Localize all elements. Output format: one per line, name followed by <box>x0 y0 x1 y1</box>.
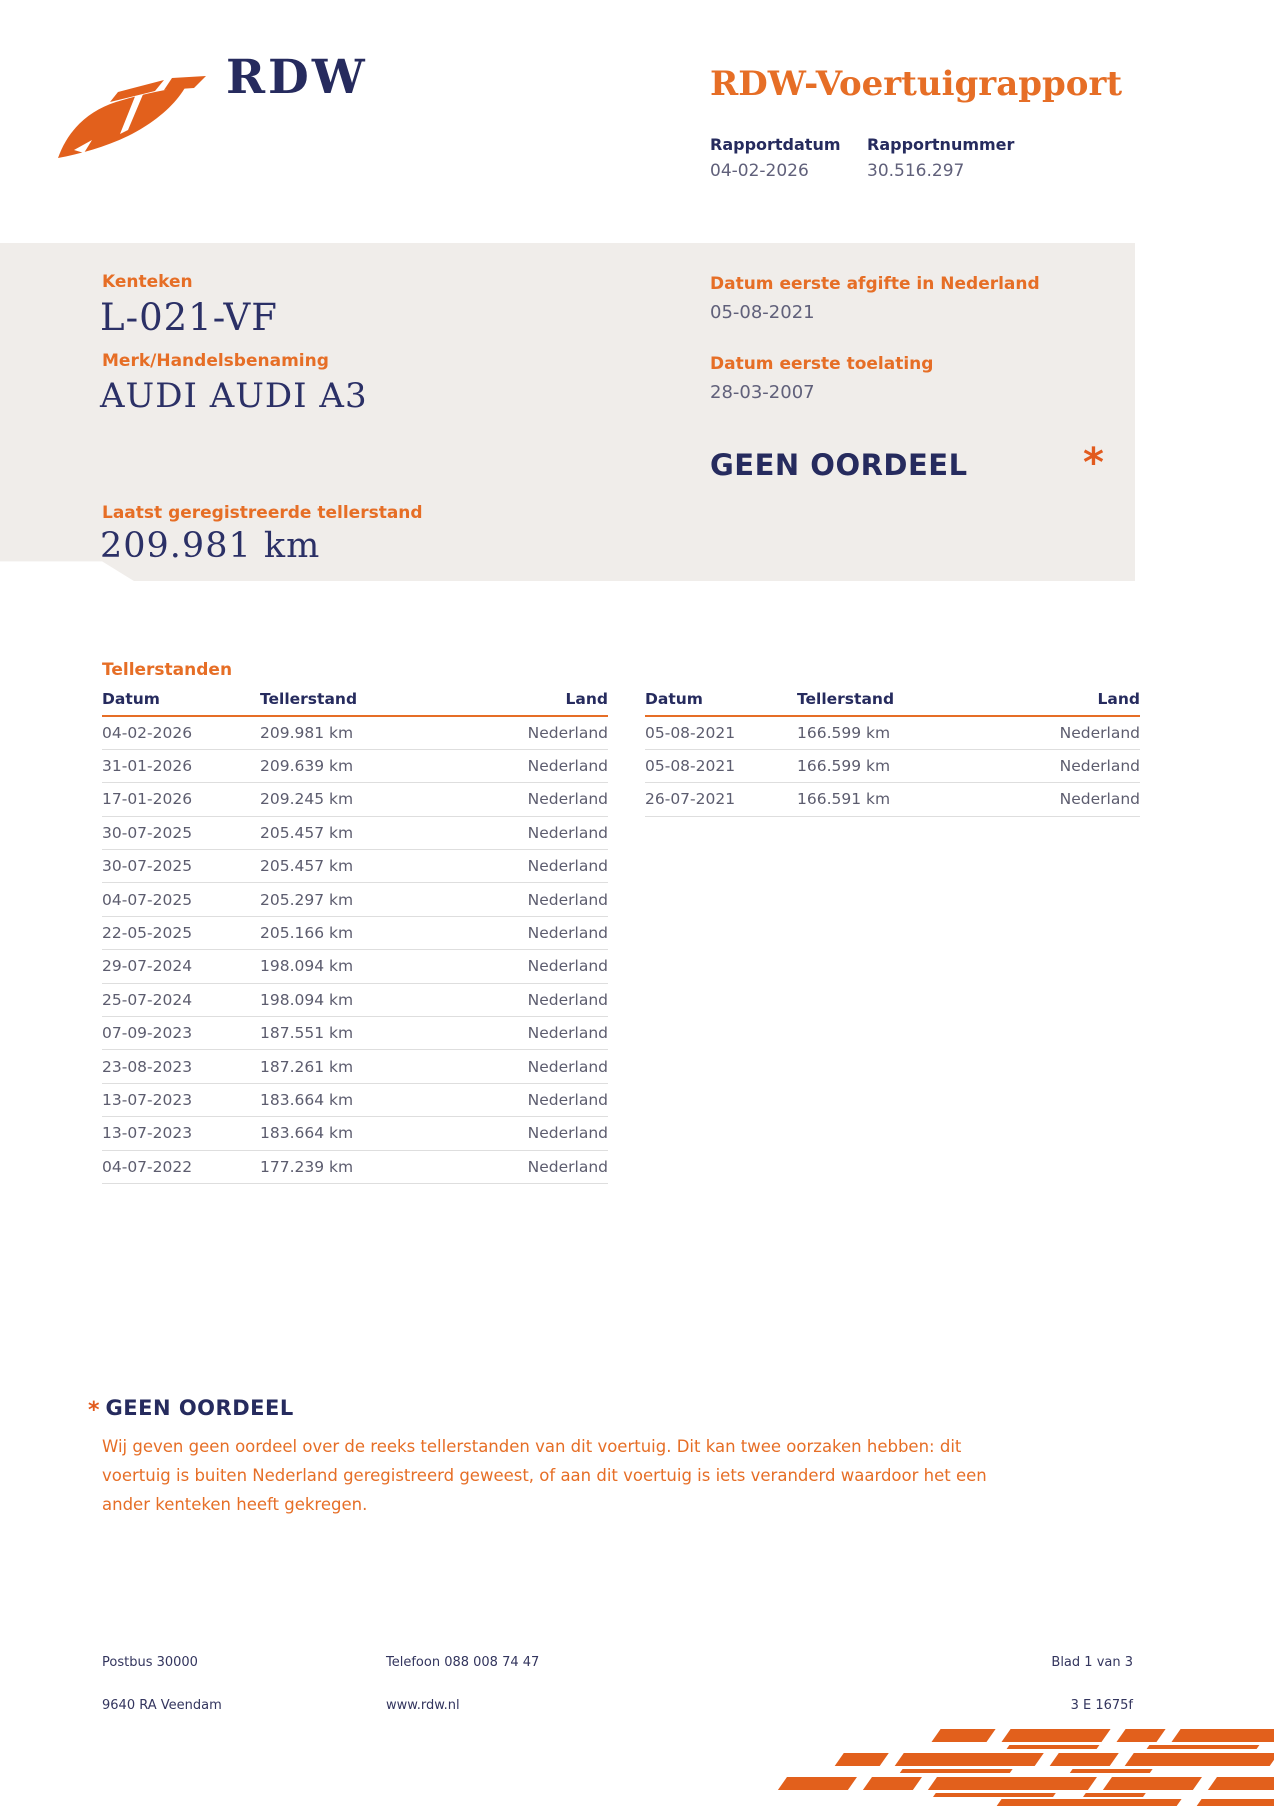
column-header-tellerstand: Tellerstand <box>797 690 992 716</box>
cell-land: Nederland <box>460 816 608 849</box>
table-header-row <box>102 690 608 716</box>
table-row <box>102 1117 608 1150</box>
table-row <box>645 783 1140 816</box>
table-row <box>102 783 608 816</box>
cell-datum: 07-09-2023 <box>102 1017 260 1050</box>
rdw-decorative-stripes-icon <box>762 1727 1274 1807</box>
cell-land: Nederland <box>460 850 608 883</box>
cell-tellerstand: 177.239 km <box>260 1150 460 1183</box>
footnote-heading <box>88 1396 294 1423</box>
cell-datum: 13-07-2023 <box>102 1117 260 1150</box>
footer-form-code: 3 E 1675f <box>1070 1698 1133 1713</box>
merk-value: AUDI AUDI A3 <box>100 376 368 416</box>
cell-datum: 30-07-2025 <box>102 850 260 883</box>
cell-datum: 17-01-2026 <box>102 783 260 816</box>
laatste-tellerstand-label: Laatst geregistreerde tellerstand <box>102 503 423 523</box>
report-date-label: Rapportdatum <box>710 135 841 154</box>
cell-land: Nederland <box>460 1050 608 1083</box>
cell-tellerstand: 166.599 km <box>797 749 992 782</box>
cell-land: Nederland <box>460 1083 608 1116</box>
cell-datum: 26-07-2021 <box>645 783 797 816</box>
table-row <box>102 850 608 883</box>
footnote-title: GEEN OORDEEL <box>105 1396 294 1420</box>
cell-datum: 31-01-2026 <box>102 749 260 782</box>
cell-tellerstand: 183.664 km <box>260 1117 460 1150</box>
cell-land: Nederland <box>460 1150 608 1183</box>
cell-datum: 04-02-2026 <box>102 716 260 749</box>
cell-tellerstand: 205.457 km <box>260 850 460 883</box>
table-header-row <box>645 690 1140 716</box>
cell-land: Nederland <box>460 883 608 916</box>
eerste-afgifte-label: Datum eerste afgifte in Nederland <box>710 274 1040 294</box>
cell-datum: 25-07-2024 <box>102 983 260 1016</box>
column-header-datum: Datum <box>102 690 260 716</box>
cell-land: Nederland <box>460 1117 608 1150</box>
table-row <box>102 1017 608 1050</box>
cell-tellerstand: 205.457 km <box>260 816 460 849</box>
footer-postbus: Postbus 30000 <box>102 1655 198 1670</box>
eerste-toelating-value: 28-03-2007 <box>710 382 815 403</box>
footer-city: 9640 RA Veendam <box>102 1698 222 1713</box>
footnote-body: Wij geven geen oordeel over de reeks tellerstanden van dit voertuig. Dit kan twee oorzaken hebben: dit voertuig is buiten Nederland geregistreerd geweest, of aan dit voertuig is iets veranderd waardoor het een ander kenteken heeft gekregen. <box>102 1437 987 1514</box>
verdict-text: GEEN OORDEEL <box>710 448 968 482</box>
cell-tellerstand: 183.664 km <box>260 1083 460 1116</box>
kenteken-label: Kenteken <box>102 272 193 292</box>
cell-land: Nederland <box>460 916 608 949</box>
odometer-table-right <box>645 690 1140 817</box>
footnote-asterisk: * <box>88 1398 100 1423</box>
page-title: RDW-Voertuigrapport <box>710 64 1123 104</box>
column-header-land: Land <box>992 690 1140 716</box>
cell-tellerstand: 187.261 km <box>260 1050 460 1083</box>
report-date-value: 04-02-2026 <box>710 161 809 181</box>
footer-website: www.rdw.nl <box>386 1698 460 1713</box>
merk-label: Merk/Handelsbenaming <box>102 351 329 371</box>
eerste-toelating-label: Datum eerste toelating <box>710 354 934 374</box>
cell-tellerstand: 187.551 km <box>260 1017 460 1050</box>
verdict-asterisk: * <box>1083 440 1104 486</box>
cell-tellerstand: 166.599 km <box>797 716 992 749</box>
table-row <box>645 749 1140 782</box>
table-row <box>102 716 608 749</box>
cell-land: Nederland <box>460 716 608 749</box>
cell-land: Nederland <box>992 716 1140 749</box>
cell-tellerstand: 205.166 km <box>260 916 460 949</box>
rdw-logo-text: RDW <box>226 50 368 105</box>
cell-land: Nederland <box>460 1017 608 1050</box>
table-row <box>102 749 608 782</box>
cell-land: Nederland <box>460 983 608 1016</box>
table-row <box>102 1150 608 1183</box>
cell-tellerstand: 198.094 km <box>260 983 460 1016</box>
cell-datum: 04-07-2022 <box>102 1150 260 1183</box>
cell-datum: 22-05-2025 <box>102 916 260 949</box>
cell-tellerstand: 209.981 km <box>260 716 460 749</box>
cell-land: Nederland <box>460 749 608 782</box>
cell-tellerstand: 209.245 km <box>260 783 460 816</box>
column-header-datum: Datum <box>645 690 797 716</box>
cell-tellerstand: 209.639 km <box>260 749 460 782</box>
cell-datum: 05-08-2021 <box>645 749 797 782</box>
laatste-tellerstand-value: 209.981 km <box>100 526 321 566</box>
table-row <box>102 883 608 916</box>
cell-tellerstand: 198.094 km <box>260 950 460 983</box>
tellerstanden-section-title: Tellerstanden <box>102 660 233 680</box>
cell-datum: 30-07-2025 <box>102 816 260 849</box>
cell-datum: 29-07-2024 <box>102 950 260 983</box>
report-number-value: 30.516.297 <box>867 161 965 181</box>
table-row <box>102 1050 608 1083</box>
rdw-logo-swoosh-icon <box>56 76 208 160</box>
cell-datum: 05-08-2021 <box>645 716 797 749</box>
cell-datum: 04-07-2025 <box>102 883 260 916</box>
cell-datum: 13-07-2023 <box>102 1083 260 1116</box>
footer-phone: Telefoon 088 008 74 47 <box>386 1655 540 1670</box>
report-number-label: Rapportnummer <box>867 135 1015 154</box>
table-row <box>102 950 608 983</box>
cell-land: Nederland <box>992 749 1140 782</box>
cell-land: Nederland <box>460 950 608 983</box>
cell-land: Nederland <box>992 783 1140 816</box>
column-header-land: Land <box>460 690 608 716</box>
eerste-afgifte-value: 05-08-2021 <box>710 302 815 323</box>
table-row <box>102 916 608 949</box>
table-row <box>102 1083 608 1116</box>
odometer-table-left <box>102 690 608 1184</box>
cell-datum: 23-08-2023 <box>102 1050 260 1083</box>
cell-tellerstand: 166.591 km <box>797 783 992 816</box>
table-row <box>645 716 1140 749</box>
kenteken-value: L-021-VF <box>100 296 278 339</box>
footer-page-indicator: Blad 1 van 3 <box>1051 1655 1133 1670</box>
table-row <box>102 816 608 849</box>
cell-tellerstand: 205.297 km <box>260 883 460 916</box>
cell-land: Nederland <box>460 783 608 816</box>
table-row <box>102 983 608 1016</box>
column-header-tellerstand: Tellerstand <box>260 690 460 716</box>
